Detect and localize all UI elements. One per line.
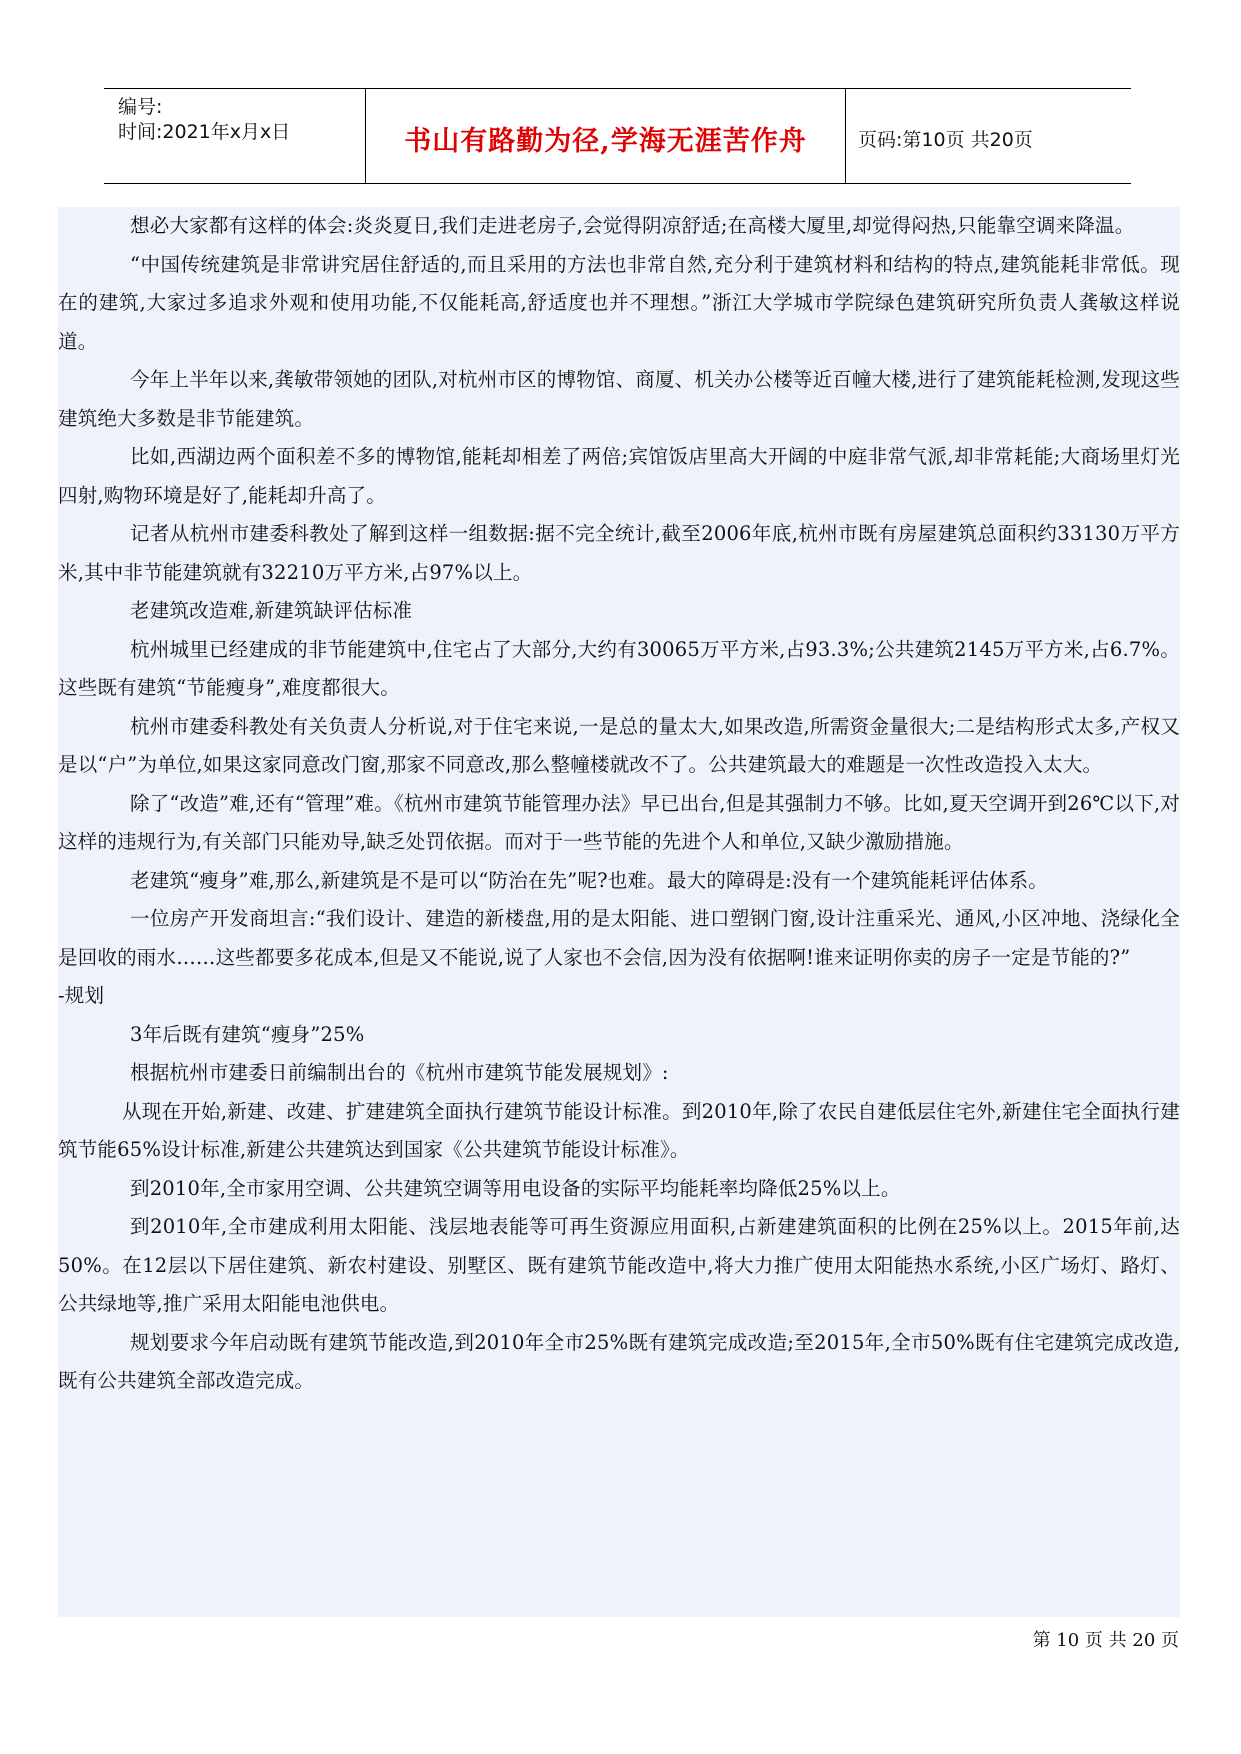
paragraph: 一位房产开发商坦言:“我们设计、建造的新楼盘,用的是太阳能、进口塑钢门窗,设计注重采光、通风,小区冲地、浇绿化全是回收的雨水……这些都要多花成本,但是又不能说,说了人家也不会信,因为没有依据啊!谁来证明你卖的房子一定是节能的?” [58,907,1180,969]
header-motto-cell [366,89,846,183]
paragraph: 到2010年,全市家用空调、公共建筑空调等用电设备的实际平均能耗率均降低25%以上。 [130,1176,901,1200]
paragraph: 比如,西湖边两个面积差不多的博物馆,能耗却相差了两倍;宾馆饭店里高大开阔的中庭非常气派,却非常耗能;大商场里灯光四射,购物环境是好了,能耗却升高了。 [58,445,1180,507]
page-code: 页码:第10页 共20页 [858,129,1033,151]
paragraph: 杭州市建委科教处有关负责人分析说,对于住宅来说,一是总的量太大,如果改造,所需资金量很大;二是结构形式太多,产权又是以“户”为单位,如果这家同意改门窗,那家不同意改,那么整幢楼就改不了。公共建筑最大的难题是一次性改造投入太大。 [58,714,1180,776]
paragraph: “中国传统建筑是非常讲究居住舒适的,而且采用的方法也非常自然,充分利于建筑材料和结构的特点,建筑能耗非常低。现在的建筑,大家过多追求外观和使用功能,不仅能耗高,舒适度也并不理想。”浙江大学城市学院绿色建筑研究所负责人龚敏这样说道。 [58,252,1180,353]
document-header [104,88,1131,184]
paragraph: 规划要求今年启动既有建筑节能改造,到2010年全市25%既有建筑完成改造;至2015年,全市50%既有住宅建筑完成改造,既有公共建筑全部改造完成。 [58,1330,1180,1392]
paragraph: 想必大家都有这样的体会:炎炎夏日,我们走进老房子,会觉得阴凉舒适;在高楼大厦里,却觉得闷热,只能靠空调来降温。 [130,214,1135,237]
paragraph: 记者从杭州市建委科教处了解到这样一组数据:据不完全统计,截至2006年底,杭州市既有房屋建筑总面积约33130万平方米,其中非节能建筑就有32210万平方米,占97%以上。 [58,522,1180,584]
section-heading: 老建筑改造难,新建筑缺评估标准 [130,599,413,622]
motto-text: 书山有路勤为径,学海无涯苦作舟 [404,126,807,157]
paragraph: 老建筑“瘦身”难,那么,新建筑是不是可以“防治在先”呢?也难。最大的障碍是:没有一个建筑能耗评估体系。 [130,868,1048,892]
section-heading: 3年后既有建筑“瘦身”25% [130,1022,365,1046]
paragraph: 到2010年,全市建成利用太阳能、浅层地表能等可再生资源应用面积,占新建建筑面积的比例在25%以上。2015年前,达50%。在12层以下居住建筑、新农村建设、别墅区、既有建筑节能改造中,将大力推广使用太阳能热水系统,小区广场灯、路灯、公共绿地等,推广采用太阳能电池供电。 [58,1215,1180,1315]
time-label: 时间:2021年x月x日 [118,121,291,143]
page-footer: 第 10 页 共 20 页 [1032,1630,1179,1651]
paragraph: 从现在开始,新建、改建、扩建建筑全面执行建筑节能设计标准。到2010年,除了农民自建低层住宅外,新建住宅全面执行建筑节能65%设计标准,新建公共建筑达到国家《公共建筑节能设计标准》。 [58,1099,1180,1161]
header-page-cell [846,89,1131,183]
paragraph: 根据杭州市建委日前编制出台的《杭州市建筑节能发展规划》: [130,1061,669,1084]
paragraph: 今年上半年以来,龚敏带领她的团队,对杭州市区的博物馆、商厦、机关办公楼等近百幢大楼,进行了建筑能耗检测,发现这些建筑绝大多数是非节能建筑。 [58,368,1180,430]
paragraph: 除了“改造”难,还有“管理”难。《杭州市建筑节能管理办法》早已出台,但是其强制力不够。比如,夏天空调开到26℃以下,对这样的违规行为,有关部门只能劝导,缺乏处罚依据。而对于一些节能的先进个人和单位,又缺少激励措施。 [58,791,1180,853]
article-body [58,207,1180,1617]
header-info-cell [104,89,366,183]
number-label: 编号: [118,96,163,118]
section-marker: -规划 [58,984,105,1007]
paragraph: 杭州城里已经建成的非节能建筑中,住宅占了大部分,大约有30065万平方米,占93.3%;公共建筑2145万平方米,占6.7%。这些既有建筑“节能瘦身”,难度都很大。 [58,637,1180,699]
